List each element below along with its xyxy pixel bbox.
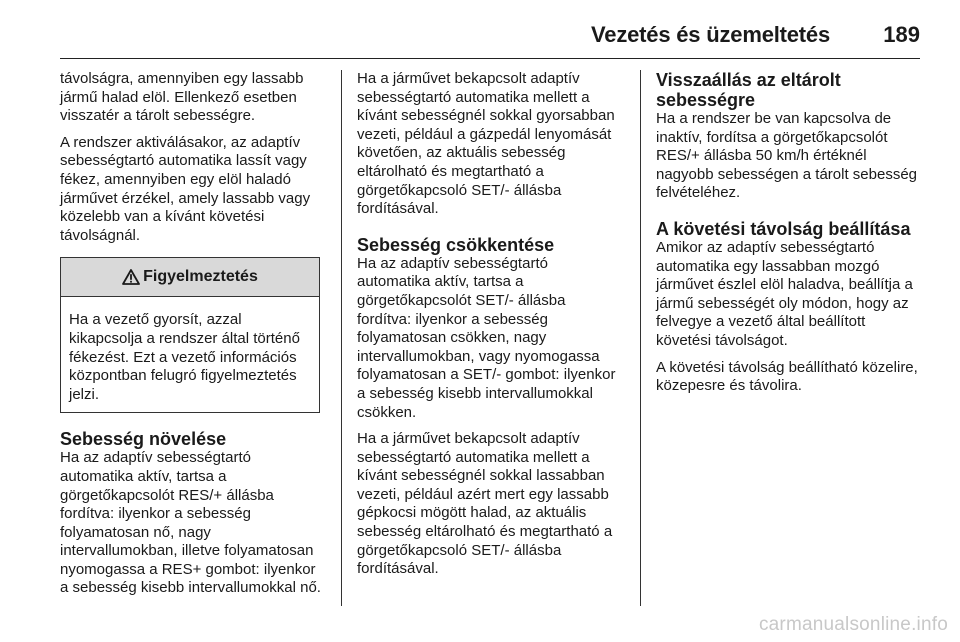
heading-return-to-stored-speed: Visszaállás az eltárolt sebességre	[656, 70, 841, 110]
paragraph: A rendszer aktiválásakor, az adaptív sebességtartó automatika lassít vagy fékez, amennyiben egy elöl haladó járművet érzékel, amely lassabb vagy közelebb van a kívánt követési távolságnál.	[60, 133, 311, 244]
paragraph: Ha a járművet bekapcsolt adaptív sebességtartó automatika mellett a kívánt sebességnél sokkal lassabban vezeti, például azért mert egy lassabb gépkocsi mögött halad, az aktuális sebesség eltárolható és megtartható a görgetőkapcsoló SET/- állásba fordításával.	[357, 430, 613, 578]
warning-body: Ha a vezető gyorsít, azzal kikapcsolja a rendszer által történő fékezést. Ezt a vezető információs központban felugró figyelmeztetés jelzi.	[69, 311, 300, 403]
paragraph: Ha a járművet bekapcsolt adaptív sebességtartó automatika mellett a kívánt sebességnél sokkal gyorsabban vezeti, például a gázpedál lenyomását követően, az aktuális sebesség eltárolható és megtartható a görgetőkapcsoló SET/- állásba fordításával.	[357, 70, 615, 218]
column-1	[60, 70, 322, 606]
paragraph: Amikor az adaptív sebességtartó automatika egy lassabban mozgó járművet észlel elöl haladva, beállítja a jármű sebességét oly módon, hogy az felvegye a vezető által beállított követési távolságot.	[656, 238, 913, 349]
heading-speed-increase: Sebesség növelése	[60, 429, 227, 450]
heading-following-distance: A követési távolság beállítása	[656, 218, 911, 239]
paragraph: távolságra, amennyiben egy lassabb jármű halad elöl. Ellenkező esetben visszatér a tárolt sebességre.	[60, 70, 304, 125]
warning-title: Figyelmeztetés	[143, 268, 258, 286]
warning-triangle-icon	[122, 269, 140, 285]
watermark: carmanualsonline.info	[758, 614, 948, 635]
header-title: Vezetés és üzemeltetés	[591, 22, 830, 47]
column-2	[357, 70, 619, 587]
warning-header	[61, 258, 319, 297]
page-header	[60, 14, 920, 59]
paragraph: Ha a rendszer be van kapcsolva de inaktív, fordítsa a görgetőkapcsolót RES/+ állásba 50 km/h értéknél nagyobb sebességen a tárolt sebesség felvételéhez.	[656, 110, 918, 202]
heading-speed-decrease: Sebesség csökkentése	[357, 234, 555, 255]
paragraph: A követési távolság beállítható közelire, közepesre és távolira.	[656, 358, 918, 395]
page-number: 189	[883, 22, 920, 47]
column-divider-1	[341, 70, 342, 606]
warning-box	[60, 257, 320, 413]
paragraph: Ha az adaptív sebességtartó automatika aktív, tartsa a görgetőkapcsolót SET/- állásba fordítva: ilyenkor a sebesség folyamatosan csökken, nagy intervallumokban, vagy nyomogassa folyamatosan a SET/- gombot: ilyenkor a sebesség kisebb intervallumokkal csökken.	[357, 254, 616, 421]
paragraph: Ha az adaptív sebességtartó automatika aktív, tartsa a görgetőkapcsolót RES/+ állásba fordítva: ilyenkor a sebesség folyamatosan nő, nagy intervallumokban, illetve folyamatosan nyomogassa a RES+ gombot: ilyenkor a sebesség kisebb intervallumokkal nő.	[60, 449, 321, 597]
column-3	[656, 70, 918, 404]
column-divider-2	[640, 70, 641, 606]
